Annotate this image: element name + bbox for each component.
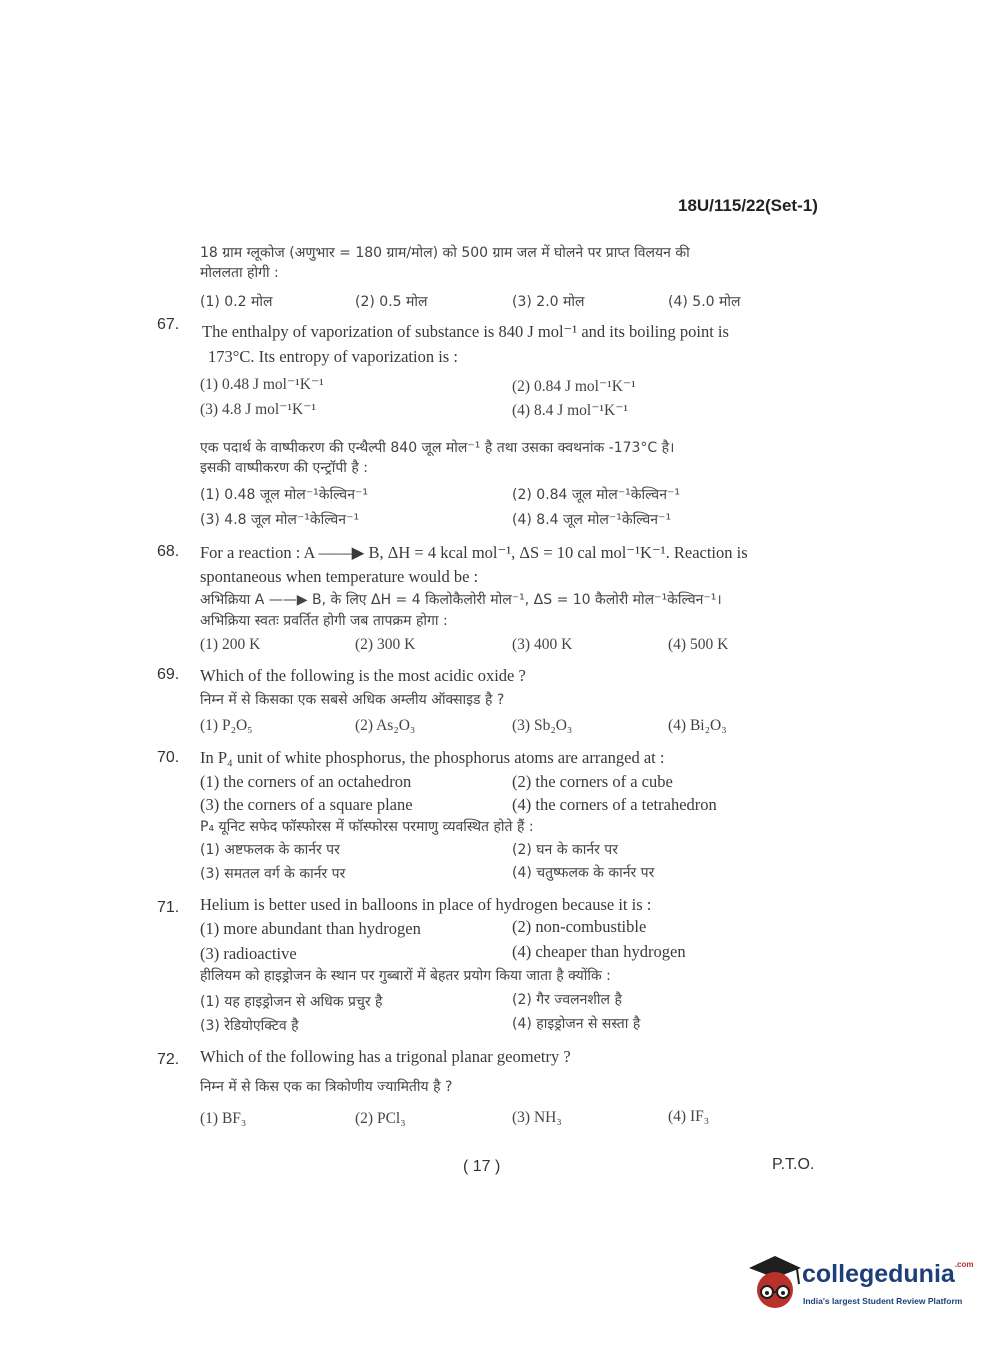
q72-option-2: (2) PCl₃ bbox=[355, 1110, 406, 1127]
q72-option-4: (4) IF₃ bbox=[668, 1108, 710, 1125]
q68-hindi-line-1: अभिक्रिया A ——▶ B, के लिए ΔH = 4 किलोकैलोरी मोल⁻¹, ΔS = 10 कैलोरी मोल⁻¹केल्विन⁻¹। bbox=[200, 592, 722, 608]
page-number: ( 17 ) bbox=[463, 1158, 501, 1175]
q72-option-1: (1) BF₃ bbox=[200, 1110, 247, 1127]
q69-option-4: (4) Bi₂O₃ bbox=[668, 717, 727, 734]
q67-question-line-1: The enthalpy of vaporization of substance is 840 J mol⁻¹ and its boiling point is bbox=[202, 322, 729, 341]
q71-option-3: (3) radioactive bbox=[200, 944, 297, 963]
q67-hindi-option-3: (3) 4.8 जूल मोल⁻¹केल्विन⁻¹ bbox=[200, 512, 360, 528]
q68-option-2: (2) 300 K bbox=[355, 636, 416, 653]
q68-option-3: (3) 400 K bbox=[512, 636, 573, 653]
q71-hindi-option-2: (2) गैर ज्वलनशील है bbox=[512, 992, 622, 1008]
q71-hindi-line-1: हीलियम को हाइड्रोजन के स्थान पर गुब्बारों में बेहतर प्रयोग किया जाता है क्योंकि : bbox=[200, 968, 611, 984]
q71-hindi-option-1: (1) यह हाइड्रोजन से अधिक प्रचुर है bbox=[200, 994, 383, 1010]
q67-option-3: (3) 4.8 J mol⁻¹K⁻¹ bbox=[200, 401, 317, 418]
q70-hindi-option-1: (1) अष्टफलक के कार्नर पर bbox=[200, 842, 340, 858]
q72-option-3: (3) NH₃ bbox=[512, 1109, 562, 1126]
q66-option-1: (1) 0.2 मोल bbox=[200, 294, 273, 310]
q67-option-2: (2) 0.84 J mol⁻¹K⁻¹ bbox=[512, 378, 636, 395]
q67-number: 67. bbox=[157, 316, 180, 333]
q68-number: 68. bbox=[157, 543, 180, 560]
q67-hindi-line-2: इसकी वाष्पीकरण की एन्ट्रॉपी है : bbox=[200, 460, 368, 476]
q70-option-1: (1) the corners of an octahedron bbox=[200, 772, 412, 791]
q71-question-line-1: Helium is better used in balloons in place of hydrogen because it is : bbox=[200, 895, 652, 914]
q71-option-4: (4) cheaper than hydrogen bbox=[512, 942, 686, 961]
q68-question-line-1: For a reaction : A ——▶ B, ΔH = 4 kcal mol⁻¹, ΔS = 10 cal mol⁻¹K⁻¹. Reaction is bbox=[200, 543, 748, 562]
q72-hindi-line-1: निम्न में से किस एक का त्रिकोणीय ज्यामितीय है ? bbox=[200, 1079, 453, 1095]
q67-question-line-2: 173°C. Its entropy of vaporization is : bbox=[208, 347, 458, 366]
q70-option-4: (4) the corners of a tetrahedron bbox=[512, 795, 717, 814]
q67-option-4: (4) 8.4 J mol⁻¹K⁻¹ bbox=[512, 402, 629, 419]
collegedunia-logo bbox=[745, 1250, 974, 1320]
q67-hindi-option-2: (2) 0.84 जूल मोल⁻¹केल्विन⁻¹ bbox=[512, 487, 680, 503]
q71-hindi-option-4: (4) हाइड्रोजन से सस्ता है bbox=[512, 1016, 641, 1032]
q68-option-1: (1) 200 K bbox=[200, 636, 261, 653]
q71-option-1: (1) more abundant than hydrogen bbox=[200, 919, 421, 938]
q66-hindi-line-1: 18 ग्राम ग्लूकोज (अणुभार = 180 ग्राम/मोल) को 500 ग्राम जल में घोलने पर प्राप्त विलयन की bbox=[200, 245, 690, 261]
brand-tagline: India's largest Student Review Platform bbox=[803, 1296, 963, 1306]
q66-option-4: (4) 5.0 मोल bbox=[668, 294, 741, 310]
q69-option-3: (3) Sb₂O₃ bbox=[512, 717, 573, 734]
q66-option-2: (2) 0.5 मोल bbox=[355, 294, 428, 310]
q70-option-2: (2) the corners of a cube bbox=[512, 772, 673, 791]
q66-option-3: (3) 2.0 मोल bbox=[512, 294, 585, 310]
q69-option-1: (1) P₂O₅ bbox=[200, 717, 253, 734]
q68-option-4: (4) 500 K bbox=[668, 636, 729, 653]
q72-question-line-1: Which of the following has a trigonal planar geometry ? bbox=[200, 1047, 571, 1066]
q71-number: 71. bbox=[157, 899, 180, 916]
q72-number: 72. bbox=[157, 1051, 180, 1068]
q70-hindi-line-1: P₄ यूनिट सफेद फॉस्फोरस में फॉस्फोरस परमाणु व्यवस्थित होते हैं : bbox=[200, 819, 534, 835]
q70-question-line-1: In P₄ unit of white phosphorus, the phosphorus atoms are arranged at : bbox=[200, 748, 665, 767]
brand-name bbox=[802, 1260, 973, 1289]
q68-hindi-line-2: अभिक्रिया स्वतः प्रवर्तित होगी जब तापक्रम होगा : bbox=[200, 613, 448, 629]
q67-hindi-option-1: (1) 0.48 जूल मोल⁻¹केल्विन⁻¹ bbox=[200, 487, 368, 503]
brand-tld: .com bbox=[954, 1260, 974, 1269]
q69-option-2: (2) As₂O₃ bbox=[355, 717, 416, 734]
q67-hindi-option-4: (4) 8.4 जूल मोल⁻¹केल्विन⁻¹ bbox=[512, 512, 672, 528]
q71-option-2: (2) non-combustible bbox=[512, 917, 647, 936]
q68-question-line-2: spontaneous when temperature would be : bbox=[200, 567, 479, 586]
brand-text: collegedunia bbox=[802, 1260, 955, 1288]
q70-number: 70. bbox=[157, 749, 180, 766]
q70-hindi-option-2: (2) घन के कार्नर पर bbox=[512, 842, 618, 858]
q69-hindi-line-1: निम्न में से किसका एक सबसे अधिक अम्लीय ऑक्साइड है ? bbox=[200, 692, 505, 708]
q69-question-line-1: Which of the following is the most acidic oxide ? bbox=[200, 666, 526, 685]
q67-option-1: (1) 0.48 J mol⁻¹K⁻¹ bbox=[200, 376, 324, 393]
q67-hindi-line-1: एक पदार्थ के वाष्पीकरण की एन्थैल्पी 840 जूल मोल⁻¹ है तथा उसका क्वथनांक -173°C है। bbox=[200, 440, 675, 456]
paper-code: 18U/115/22(Set-1) bbox=[678, 196, 818, 215]
student-mascot-icon bbox=[745, 1250, 805, 1316]
q70-hindi-option-3: (3) समतल वर्ग के कार्नर पर bbox=[200, 866, 346, 882]
pto-label: P.T.O. bbox=[772, 1156, 815, 1173]
q69-number: 69. bbox=[157, 666, 180, 683]
q71-hindi-option-3: (3) रेडियोएक्टिव है bbox=[200, 1018, 299, 1034]
q70-hindi-option-4: (4) चतुष्फलक के कार्नर पर bbox=[512, 865, 655, 881]
q70-option-3: (3) the corners of a square plane bbox=[200, 795, 413, 814]
q66-hindi-line-2: मोललता होगी : bbox=[200, 265, 279, 281]
